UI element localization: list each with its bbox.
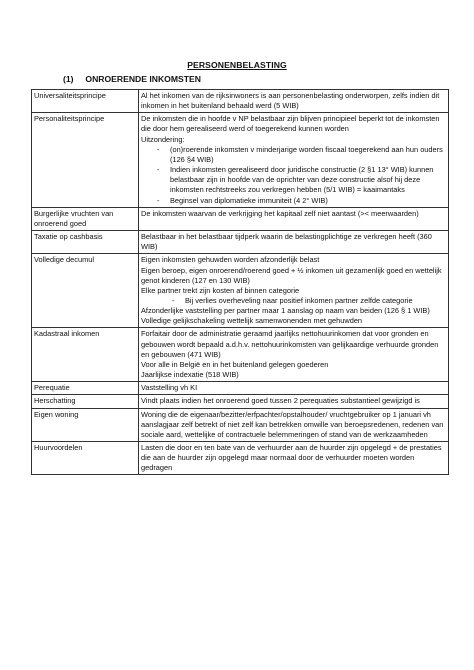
section-number: (1)	[63, 74, 74, 84]
content-line: De inkomsten waarvan de verkrijging het kapitaal zelf niet aantast (>< meerwaarden)	[141, 208, 419, 218]
content-line: Forfaitair door de administratie geraamd jaarlijks nettohuurinkomen dat voor gronden en gebouwen wordt bepaald a.d.h.v. nettohuurinkomsten van gelijkaardige verhuurde gronden en gebouwen (471 WIB)	[141, 329, 439, 359]
row-label: Eigen woning	[32, 408, 139, 441]
list-item-text: Bij verlies overheveling naar positief inkomen partner zelfde categorie	[185, 295, 413, 305]
content-line: Lasten die door en ten bate van de verhuurder aan de huurder zijn opgelegd + de prestaties die aan de huurder zijn opgelegd maar normaal door de verhuurder moeten worden gedragen	[141, 443, 442, 473]
content-line: Belastbaar in het belastbaar tijdperk waarin de belastingplichtige ze verkregen heeft (360 WIB)	[141, 232, 432, 252]
list-item-text: Indien inkomsten gerealiseerd door juridische constructie (2 §1 13° WIB) kunnen belastbaar zijn in hoofde van de oprichter van deze constructie alsof hij deze inkomsten rechtstreeks zou verkregen hebben (5/1 WIB) = kaaimantaks	[170, 165, 434, 195]
row-label: Perequatie	[32, 382, 139, 395]
content-line: Jaarlijkse indexatie (518 WIB)	[141, 370, 239, 380]
content-line: Woning die de eigenaar/bezitter/erfpachter/opstalhouder/ vruchtgebruiker op 1 januari vh aanslagjaar zelf betrekt of niet zelf kan betrekken omwille van beroepsredenen, redenen van sociale aard, wettelijke of contractuele belemmeringen of stand van de werkzaamheden	[141, 409, 444, 439]
list-item-text: (on)roerende inkomsten v minderjarige worden fiscaal toegerekend aan hun ouders (126 §4 WIB)	[170, 144, 443, 164]
dash-icon: -	[157, 165, 160, 175]
content-line: Vaststelling vh KI	[141, 383, 198, 393]
content-line: Vindt plaats indien het onroerend goed tussen 2 perequaties substantieel gewijzigd is	[141, 396, 420, 406]
row-content	[139, 207, 449, 230]
row-label: Herschatting	[32, 395, 139, 408]
section-label: ONROERENDE INKOMSTEN	[85, 74, 201, 84]
table-row	[32, 395, 449, 408]
list-item	[141, 165, 446, 195]
section-heading	[63, 74, 201, 84]
content-line: De inkomsten die in hoofde v NP belastbaar zijn blijven principieel beperkt tot de inkomsten die door hem gerealiseerd werd of toegerekend kunnen worden	[141, 114, 440, 134]
list-item	[141, 196, 446, 206]
row-label: Personaliteitsprincipe	[32, 113, 139, 207]
dash-icon: -	[157, 195, 160, 205]
table-row	[32, 328, 449, 382]
row-content	[139, 408, 449, 441]
table-row	[32, 231, 449, 254]
row-label: Taxatie op cashbasis	[32, 231, 139, 254]
row-content	[139, 90, 449, 113]
content-line: Uitzondering:	[141, 134, 185, 144]
row-content	[139, 442, 449, 475]
document-title: PERSONENBELASTING	[187, 60, 287, 70]
content-line: Eigen beroep, eigen onroerend/roerend goed + ½ inkomen uit gezamenlijk goed en wettelijk genot kinderen (127 en 130 WIB)	[141, 265, 442, 285]
row-content	[139, 231, 449, 254]
table-row	[32, 207, 449, 230]
table-row	[32, 442, 449, 475]
content-line: Al het inkomen van de rijksinwoners is aan personenbelasting onderworpen, zelfs indien dit inkomen in het buitenland behaald werd (5 WIB)	[141, 91, 440, 111]
content-line: Eigen inkomsten gehuwden worden afzonderlijk belast	[141, 255, 320, 265]
row-content	[139, 382, 449, 395]
table-row	[32, 254, 449, 328]
content-line: Elke partner trekt zijn kosten af binnen categorie	[141, 285, 300, 295]
table-row	[32, 90, 449, 113]
row-label: Kadastraal inkomen	[32, 328, 139, 382]
row-label: Burgerlijke vruchten van onroerend goed	[32, 207, 139, 230]
row-label: Volledige decumul	[32, 254, 139, 328]
row-content	[139, 328, 449, 382]
definitions-table	[31, 89, 449, 475]
list-item-text: Beginsel van diplomatieke immuniteit (4 2° WIB)	[170, 195, 328, 205]
table-row	[32, 382, 449, 395]
content-line: Voor alle in België en in het buitenland gelegen goederen	[141, 359, 329, 369]
content-line: Afzonderlijke vaststelling per partner maar 1 aanslag op naam van beiden (126 § 1 WIB)	[141, 306, 430, 316]
list-item	[141, 296, 446, 306]
dash-icon: -	[157, 144, 160, 154]
row-content	[139, 254, 449, 328]
row-content	[139, 395, 449, 408]
row-label: Universaliteitsprincipe	[32, 90, 139, 113]
row-content	[139, 113, 449, 207]
table-row	[32, 408, 449, 441]
content-line: Volledige gelijkschakeling wettelijk samenwonenden met gehuwden	[141, 316, 363, 326]
row-label: Huurvoordelen	[32, 442, 139, 475]
table-row	[32, 113, 449, 207]
list-item	[141, 145, 446, 165]
dash-icon: -	[172, 295, 175, 305]
